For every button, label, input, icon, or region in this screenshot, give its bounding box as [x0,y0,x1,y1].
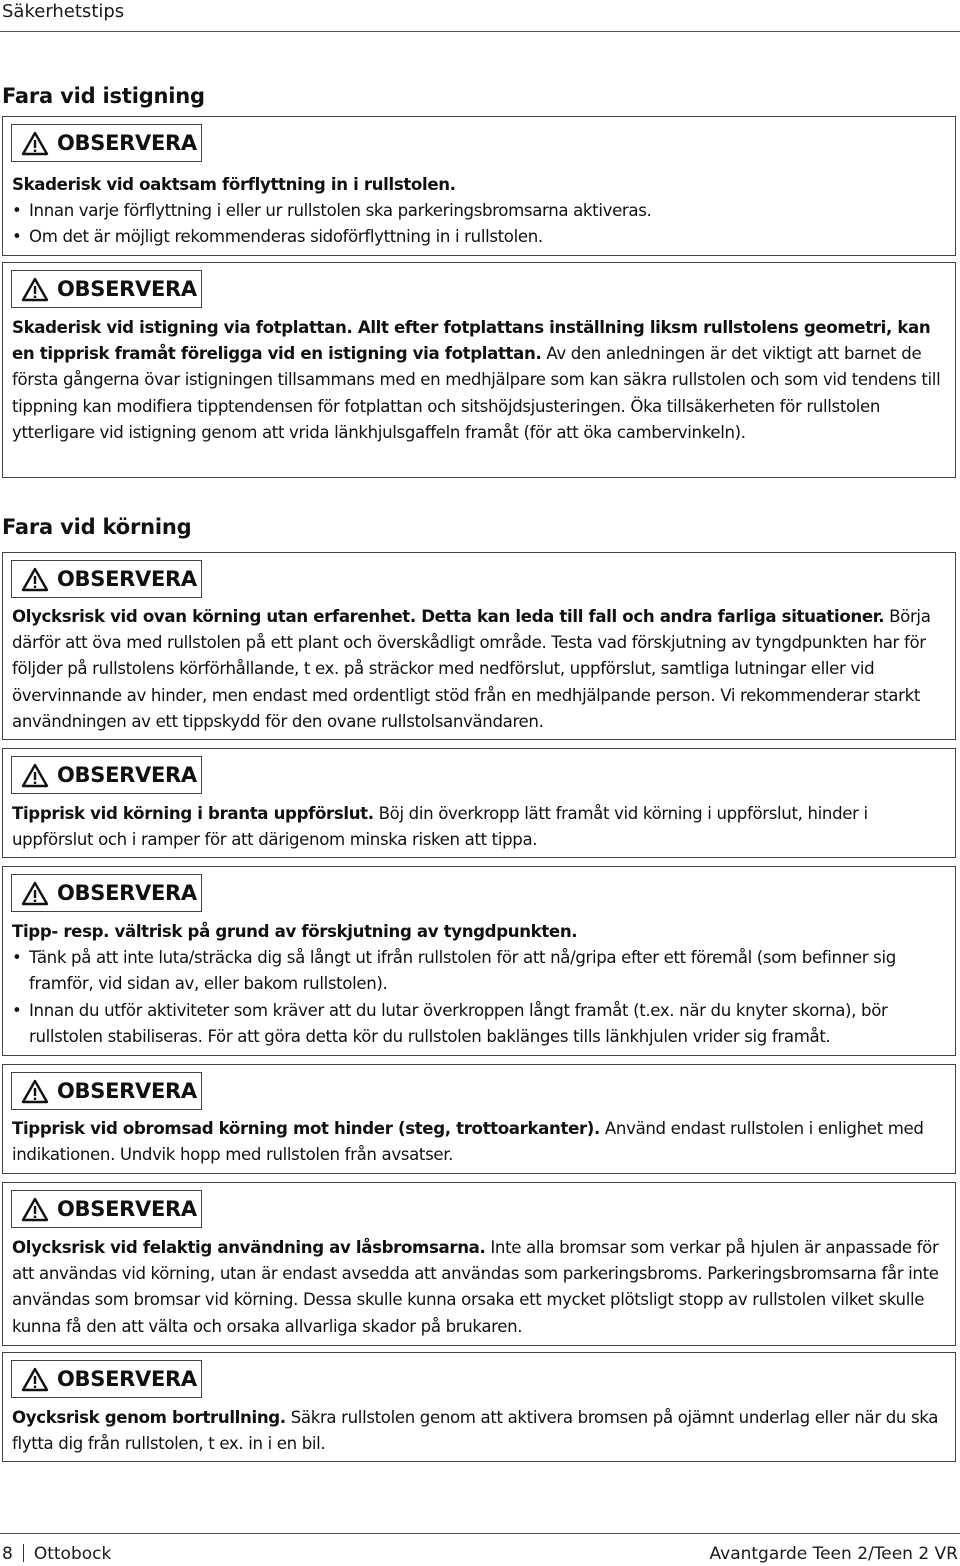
section-title-korning: Fara vid körning [2,515,192,539]
warning-body [12,315,949,446]
warning-lead: Skaderisk vid oaktsam förflyttning in i rullstolen. [12,175,456,194]
warning-box-4 [2,748,956,858]
section-title-istigning: Fara vid istigning [2,84,205,108]
header-rule [0,31,960,32]
footer-product: Avantgarde Teen 2/Teen 2 VR [709,1544,958,1564]
warning-lead: Tipprisk vid körning i branta uppförslut. [12,804,374,823]
footer-left [2,1542,111,1566]
warning-box-1 [2,116,956,256]
warning-body [12,801,949,853]
warning-triangle-icon [21,881,49,906]
warning-triangle-icon [21,567,49,592]
warning-body [12,604,949,735]
warning-text: Böj din överkropp lätt framåt vid körning i uppförslut, hinder i uppförslut och i ramper för att därigenom minska risken att tippa. [12,804,868,850]
warning-body [12,1235,949,1340]
warning-box-7 [2,1182,956,1346]
warning-triangle-icon [21,1367,49,1392]
warning-lead: Oycksrisk genom bortrullning. [12,1408,286,1427]
observera-text: OBSERVERA [57,131,197,155]
warning-box-5 [2,866,956,1056]
warning-lead: Olycksrisk vid ovan körning utan erfarenhet. Detta kan leda till fall och andra farliga situationer. [12,607,885,626]
observera-label [11,874,202,912]
observera-label [11,1360,202,1398]
warning-lead: Skaderisk vid istigning via fotplattan. Allt efter fotplattans inställning liksm rullstolens geometri, kan en tipprisk framåt föreligga vid en istigning via fotplattan. [12,318,931,364]
warning-body [12,1405,949,1457]
warning-triangle-icon [21,1079,49,1104]
warning-triangle-icon [21,131,49,156]
observera-label [11,1190,202,1228]
warning-body [12,919,949,1050]
warning-body [12,172,949,251]
bullet-item: • Tänk på att inte luta/sträcka dig så långt ut ifrån rullstolen för att nå/gripa efter ett föremål (som befinner sig framför, vid sidan av, eller bakom rullstolen). [12,948,896,994]
warning-body [12,1116,949,1168]
observera-label [11,124,202,162]
observera-label [11,1072,202,1110]
warning-text: Säkra rullstolen genom att aktivera bromsen på ojämnt underlag eller när du ska flytta dig från rullstolen, t ex. in i en bil. [12,1408,939,1454]
observera-text: OBSERVERA [57,567,197,591]
observera-text: OBSERVERA [57,1197,197,1221]
page-number: 8 [2,1544,13,1564]
warning-lead: Olycksrisk vid felaktig användning av låsbromsarna. [12,1238,486,1257]
observera-text: OBSERVERA [57,277,197,301]
warning-box-2 [2,262,956,478]
observera-label [11,270,202,308]
footer-separator [23,1544,24,1562]
warning-text: Använd endast rullstolen i enlighet med indikationen. Undvik hopp med rullstolen från avsatser. [12,1119,924,1165]
observera-text: OBSERVERA [57,881,197,905]
observera-label [11,756,202,794]
observera-text: OBSERVERA [57,1367,197,1391]
warning-triangle-icon [21,277,49,302]
warning-lead: Tipp- resp. vältrisk på grund av förskjutning av tyngdpunkten. [12,922,578,941]
warning-box-3 [2,552,956,740]
footer-rule [0,1533,960,1534]
bullet-item: • Innan varje förflyttning i eller ur rullstolen ska parkeringsbromsarna aktiveras. [12,201,652,221]
warning-triangle-icon [21,763,49,788]
warning-lead: Tipprisk vid obromsad körning mot hinder (steg, trottoarkanter). [12,1119,600,1138]
warning-box-8 [2,1352,956,1462]
observera-text: OBSERVERA [57,763,197,787]
warning-triangle-icon [21,1197,49,1222]
warning-text: Av den anledningen är det viktigt att barnet de första gångerna övar istigningen tillsammans med en medhjälpare som kan säkra rullstolen och som vid tendens till tippning kan modifiera tipptendensen för fotplattan och sitshöjdsjusteringen. Öka tillsäkerheten för rullstolen ytterligare vid istigning genom att vrida länkhjulsgaffeln framåt (för att öka cambervinkeln). [12,344,941,442]
warning-text: Inte alla bromsar som verkar på hjulen är anpassade för att användas vid körning, utan är endast avsedda att användas som parkeringsbroms. Parkeringsbromsarna får inte användas som bromsar vid körning. Dessa skulle kunna orsaka ett mycket plötsligt stopp av rullstolen vilket skulle kunna få den att välta och orsaka allvarliga skador på brukaren. [12,1238,939,1336]
bullet-item: • Innan du utför aktiviteter som kräver att du lutar överkroppen långt framåt (t.ex. när du knyter skorna), bör rullstolen stabiliseras. För att göra detta kör du rullstolen baklänges tills länkhjulen vrider sig framåt. [12,1000,888,1046]
warning-box-6 [2,1064,956,1174]
observera-label [11,560,202,598]
brand-name: Ottobock [33,1544,112,1564]
observera-text: OBSERVERA [57,1079,197,1103]
running-header: Säkerhetstips [2,1,125,22]
warning-text: Börja därför att öva med rullstolen på ett plant och överskådligt område. Testa vad förskjutning av tyngdpunkten har för följder på rullstolens körförhållande, t ex. på sträckor med nedförslut, uppförslut, samtliga lutningar eller vid övervinnande av hinder, men endast med ordentligt stöd från en medhjälpande person. Vi rekommenderar starkt användningen av ett tippskydd för den ovane rullstolsanvändaren. [12,607,931,731]
bullet-item: • Om det är möjligt rekommenderas sidoförflyttning in i rullstolen. [12,227,543,247]
